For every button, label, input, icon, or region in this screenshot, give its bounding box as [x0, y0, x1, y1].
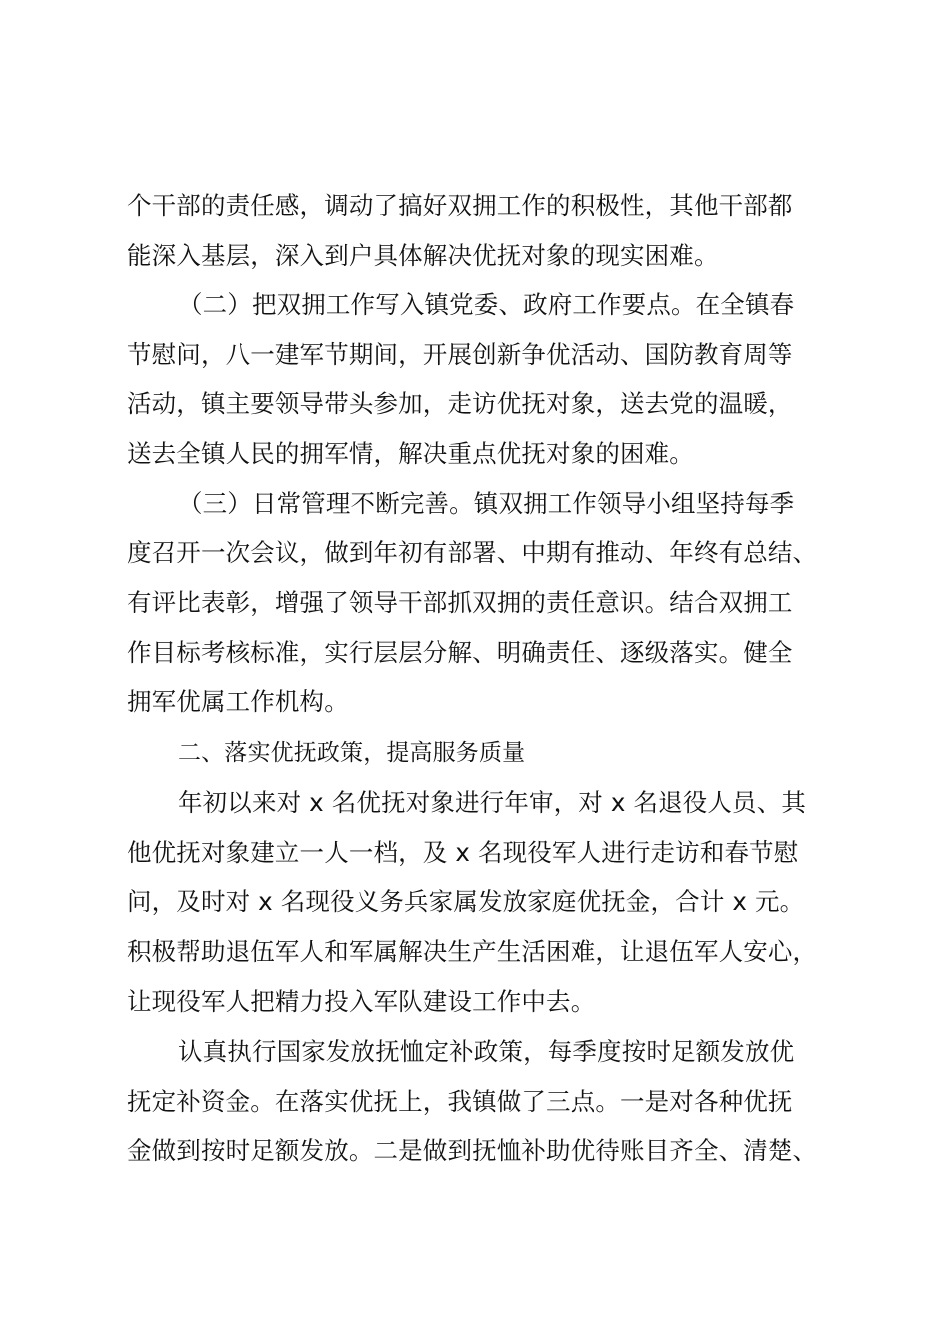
text-line-19: 抚定补资金。在落实优抚上，我镇做了三点。一是对各种优抚 [127, 1087, 793, 1116]
text-line-10: 作目标考核标准，实行层层分解、明确责任、逐级落实。健全 [127, 638, 793, 667]
text-line-7: （三）日常管理不断完善。镇双拥工作领导小组坚持每季 [178, 489, 795, 518]
text-line-20: 金做到按时足额发放。二是做到抚恤补助优待账目齐全、清楚、 [127, 1136, 818, 1165]
section-heading: 二、落实优抚政策，提高服务质量 [178, 740, 526, 766]
text-line-1: 个干部的责任感，调动了搞好双拥工作的积极性，其他干部都 [127, 191, 793, 220]
text-line-11: 拥军优属工作机构。 [127, 687, 349, 716]
text-line-17: 让现役军人把精力投入军队建设工作中去。 [127, 987, 596, 1016]
text-line-15: 问，及时对 x 名现役义务兵家属发放家庭优抚金，合计 x 元。 [127, 887, 805, 916]
text-line-8: 度召开一次会议，做到年初有部署、中期有推动、年终有总结、 [127, 538, 818, 567]
text-line-18: 认真执行国家发放抚恤定补政策，每季度按时足额发放优 [178, 1037, 795, 1066]
text-line-4: 节慰问，八一建军节期间，开展创新争优活动、国防教育周等 [127, 340, 793, 369]
text-line-9: 有评比表彰，增强了领导干部抓双拥的责任意识。结合双拥工 [127, 588, 793, 617]
text-line-5: 活动，镇主要领导带头参加，走访优抚对象，送去党的温暖， [127, 389, 793, 418]
text-line-2: 能深入基层，深入到户具体解决优抚对象的现实困难。 [127, 241, 719, 270]
text-line-16: 积极帮助退伍军人和军属解决生产生活困难，让退伍军人安心， [127, 937, 818, 966]
text-line-6: 送去全镇人民的拥军情，解决重点优抚对象的困难。 [127, 439, 694, 468]
text-line-14: 他优抚对象建立一人一档，及 x 名现役军人进行走访和春节慰 [127, 838, 799, 867]
text-line-13: 年初以来对 x 名优抚对象进行年审，对 x 名退役人员、其 [178, 788, 806, 817]
text-line-3: （二）把双拥工作写入镇党委、政府工作要点。在全镇春 [178, 290, 795, 319]
